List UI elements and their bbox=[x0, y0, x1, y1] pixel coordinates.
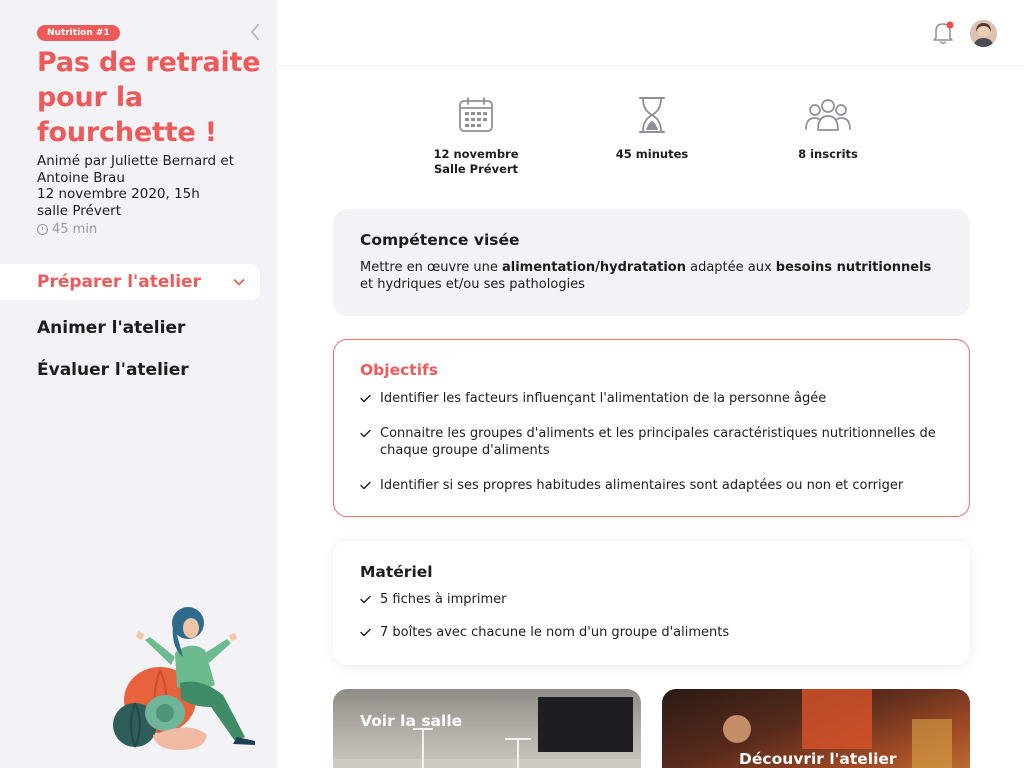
nav-item-animer[interactable] bbox=[0, 310, 260, 346]
check-icon bbox=[360, 481, 371, 490]
materiel-list bbox=[360, 591, 943, 641]
info-date bbox=[396, 96, 556, 177]
objectifs-list bbox=[360, 390, 943, 494]
sidebar bbox=[0, 0, 277, 768]
competence-title: Compétence visée bbox=[360, 231, 520, 249]
nav-item-label: Animer l'atelier bbox=[37, 318, 186, 338]
list-item: 7 boîtes avec chacune le nom d'un groupe d'aliments bbox=[360, 624, 943, 641]
chevron-left-icon bbox=[250, 24, 260, 40]
top-bar bbox=[277, 0, 1024, 66]
info-room-text: Salle Prévert bbox=[433, 162, 519, 176]
tile-label: Voir la salle bbox=[360, 712, 463, 730]
category-badge: Nutrition #1 bbox=[37, 25, 120, 41]
check-icon bbox=[360, 394, 371, 403]
calendar-icon bbox=[458, 96, 494, 134]
decouvrir-atelier-tile[interactable] bbox=[662, 689, 970, 768]
info-date-text: 12 novembre bbox=[433, 147, 519, 161]
nav-item-label: Préparer l'atelier bbox=[37, 272, 201, 292]
list-item: Identifier les facteurs influençant l'alimentation de la personne âgée bbox=[360, 390, 943, 407]
nav-item-preparer[interactable] bbox=[0, 264, 260, 300]
people-icon bbox=[804, 96, 852, 134]
materiel-title: Matériel bbox=[360, 563, 433, 581]
clock-icon bbox=[37, 224, 48, 235]
collapse-sidebar-button[interactable] bbox=[248, 24, 262, 42]
materiel-card bbox=[333, 541, 970, 665]
woman-pumpkins-illustration bbox=[105, 595, 270, 755]
duration-text: 45 min bbox=[52, 222, 98, 237]
info-duration-text: 45 minutes bbox=[615, 147, 689, 161]
date-time-text: 12 novembre 2020, 15h bbox=[37, 186, 200, 203]
list-item: 5 fiches à imprimer bbox=[360, 591, 943, 608]
workshop-meta bbox=[37, 153, 262, 220]
objectifs-card bbox=[333, 339, 970, 517]
check-icon bbox=[360, 628, 371, 637]
check-icon bbox=[360, 595, 371, 604]
workshop-title: Pas de retraite pour la fourchette ! bbox=[37, 47, 261, 148]
voir-la-salle-tile[interactable] bbox=[333, 689, 641, 768]
check-icon bbox=[360, 429, 371, 438]
tile-label: Découvrir l'atelier bbox=[739, 750, 897, 768]
list-item: Connaitre les groupes d'aliments et les principales caractéristiques nutritionnelles de chaque groupe d'aliments bbox=[360, 425, 943, 459]
room-text: salle Prévert bbox=[37, 203, 122, 220]
objectifs-title: Objectifs bbox=[360, 361, 438, 379]
duration bbox=[37, 222, 97, 237]
chevron-down-icon bbox=[233, 264, 245, 300]
list-item: Identifier si ses propres habitudes alimentaires sont adaptées ou non et corriger bbox=[360, 477, 943, 494]
info-registrants bbox=[748, 96, 908, 162]
hourglass-icon bbox=[638, 96, 666, 134]
avatar[interactable] bbox=[970, 20, 997, 47]
bell-icon[interactable] bbox=[931, 20, 955, 46]
info-registrants-text: 8 inscrits bbox=[798, 147, 858, 161]
nav-item-evaluer[interactable] bbox=[0, 352, 260, 388]
competence-text: Mettre en œuvre une alimentation/hydratation adaptée aux besoins nutritionnels et hydriques et/ou ses pathologies bbox=[360, 260, 932, 292]
animateurs-text: Animé par Juliette Bernard et Antoine Brau bbox=[37, 153, 234, 186]
competence-card bbox=[333, 209, 970, 316]
nav-item-label: Évaluer l'atelier bbox=[37, 360, 189, 380]
info-duration bbox=[572, 96, 732, 162]
